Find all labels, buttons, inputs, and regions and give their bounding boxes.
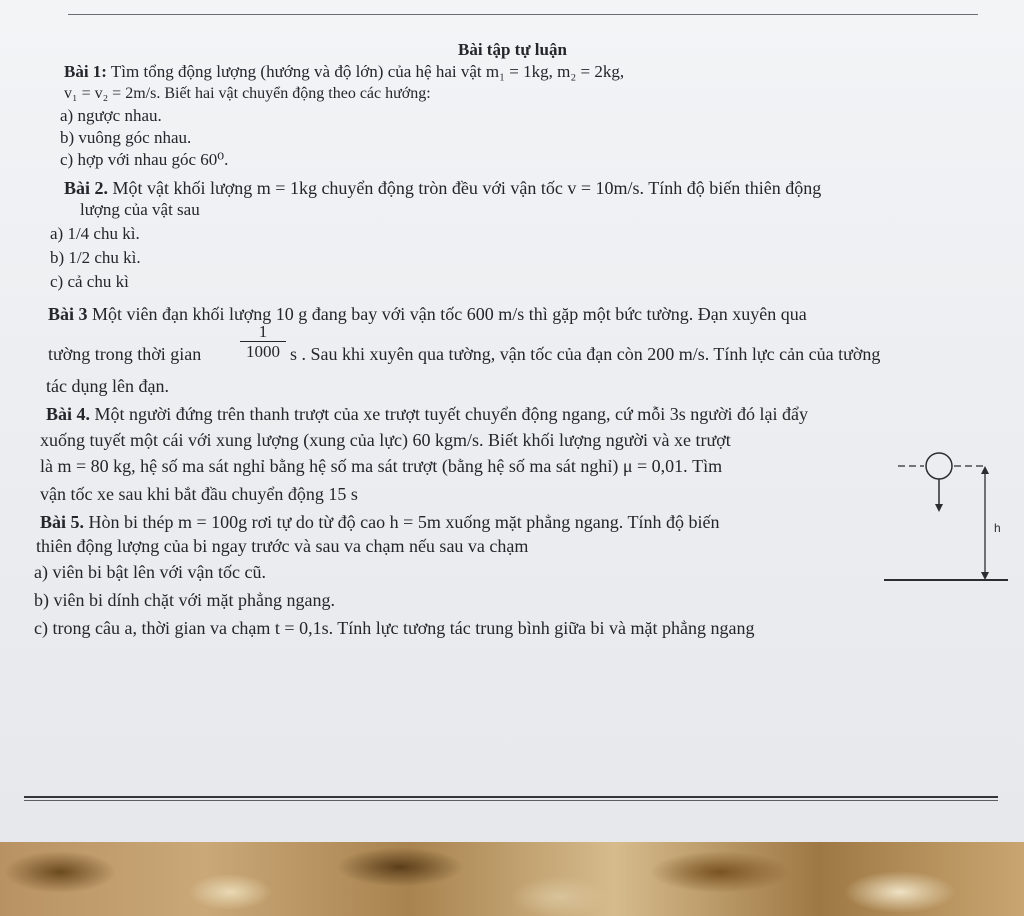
bai3-line1: Bài 3 Một viên đạn khối lượng 10 g đang bay với vận tốc 600 m/s thì gặp một bức tường. Đạn xuyên qua	[48, 304, 807, 324]
bai2-line2: lượng của vật sau	[80, 200, 200, 219]
bai1-item-b: b) vuông góc nhau.	[60, 128, 192, 147]
bai1-item-a: a) ngược nhau.	[60, 106, 162, 125]
bai3-line3: tác dụng lên đạn.	[46, 376, 169, 396]
bai2-line1: Bài 2. Một vật khối lượng m = 1kg chuyển động tròn đều với vận tốc v = 10m/s. Tính độ biến thiên động	[64, 178, 822, 198]
height-arrow-top	[981, 466, 989, 474]
bai1-line1: Bài 1: Tìm tổng động lượng (hướng và độ lớn) của hệ hai vật m₁ = 1kg, m₂ = 2kg,	[64, 62, 625, 81]
bottom-rule	[24, 796, 998, 798]
bai1-line2: v₁ = v₂ = 2m/s. Biết hai vật chuyển động theo các hướng:	[64, 85, 431, 102]
height-label: h	[994, 521, 1001, 535]
fraction-denominator: 1000	[246, 342, 280, 361]
velocity-arrowhead	[935, 504, 943, 512]
bai5-item-a: a) viên bi bật lên với vận tốc cũ.	[34, 562, 266, 582]
bai2-item-a: a) 1/4 chu kì.	[50, 224, 140, 243]
bai3-line2-post: s . Sau khi xuyên qua tường, vận tốc của đạn còn 200 m/s. Tính lực cản của tường	[290, 344, 881, 364]
bai4-line3: là m = 80 kg, hệ số ma sát nghỉ bằng hệ số ma sát trượt (bằng hệ số ma sát nghỉ) μ = 0,01. Tìm	[40, 456, 723, 476]
page-title: Bài tập tự luận	[458, 40, 567, 59]
bai5-line2: thiên động lượng của bi ngay trước và sau va chạm nếu sau va chạm	[36, 536, 529, 556]
background-fabric	[0, 842, 1024, 916]
height-arrow-bottom	[981, 572, 989, 580]
bai5-line1: Bài 5. Hòn bi thép m = 100g rơi tự do từ độ cao h = 5m xuống mặt phẳng ngang. Tính độ biến	[40, 512, 720, 532]
bai3-line2-pre: tường trong thời gian	[48, 344, 202, 364]
bai1-item-c: c) hợp với nhau góc 60⁰.	[60, 150, 229, 169]
bai5-item-b: b) viên bi dính chặt với mặt phẳng ngang.	[34, 590, 335, 610]
bai2-item-c: c) cả chu kì	[50, 272, 129, 291]
fraction-numerator: 1	[258, 322, 268, 341]
steel-ball	[926, 453, 952, 479]
top-rule	[68, 14, 978, 15]
bai4-line2: xuống tuyết một cái với xung lượng (xung của lực) 60 kgm/s. Biết khối lượng người và xe trượt	[40, 430, 731, 450]
bai5-item-c: c) trong câu a, thời gian va chạm t = 0,1s. Tính lực tương tác trung bình giữa bi và mặt phẳng ngang	[34, 618, 755, 638]
bai3-fraction	[240, 322, 286, 361]
bai2-item-b: b) 1/2 chu kì.	[50, 248, 141, 267]
falling-ball-figure	[880, 450, 1010, 590]
bai4-line1: Bài 4. Một người đứng trên thanh trượt của xe trượt tuyết chuyển động ngang, cứ mỗi 3s người đó lại đẩy	[46, 404, 809, 424]
bottom-rule-thin	[24, 800, 998, 801]
bai4-line4: vận tốc xe sau khi bắt đầu chuyển động 15 s	[40, 484, 358, 504]
